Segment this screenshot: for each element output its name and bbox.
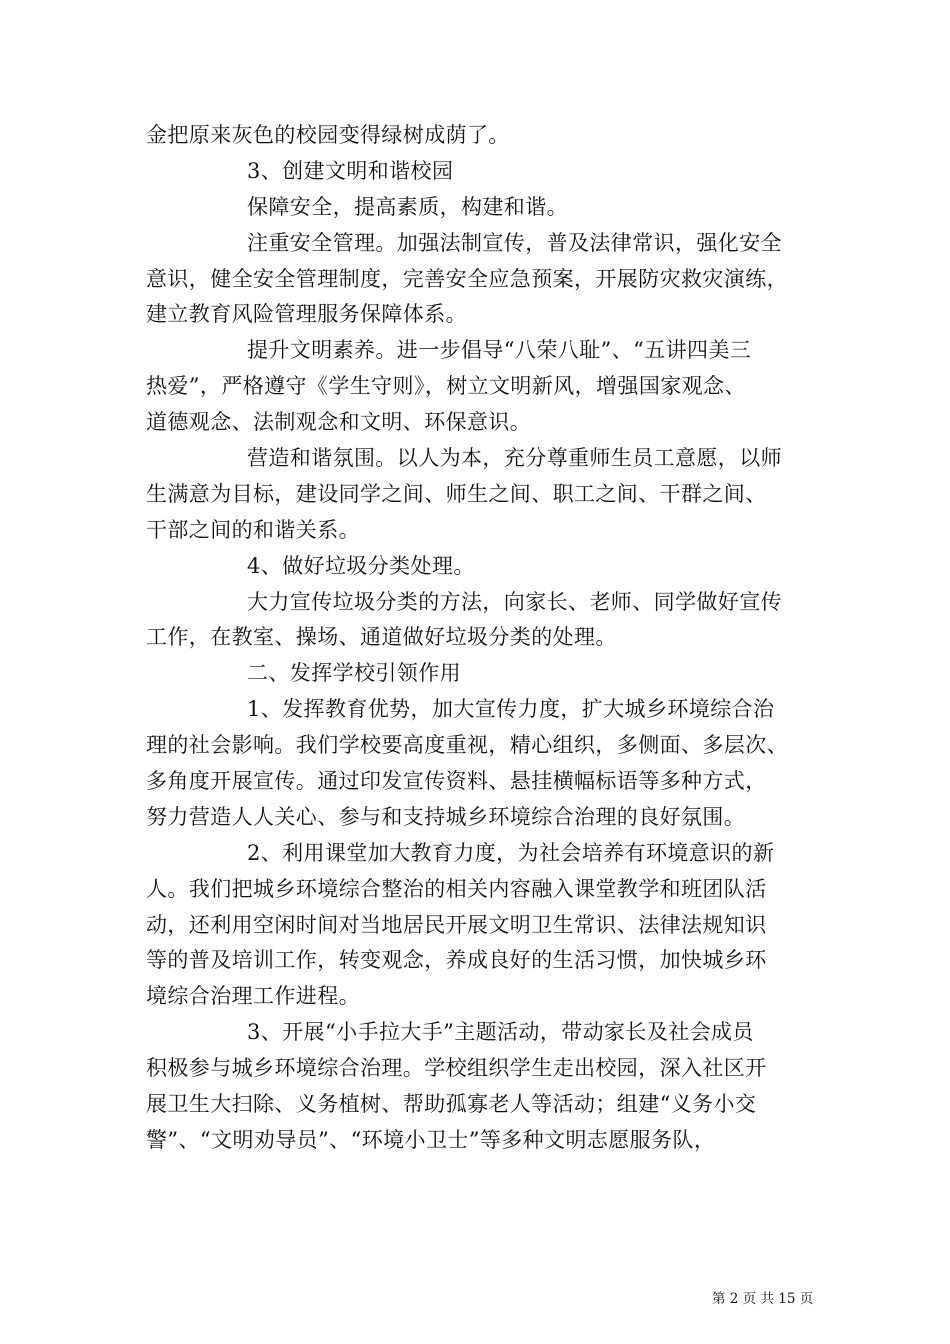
text-line: 动，还利用空闲时间对当地居民开展文明卫生常识、法律法规知识 [146,912,767,937]
text-line: 保障安全，提高素质，构建和谐。 [247,194,568,219]
text-line: 等的普及培训工作，转变观念，养成良好的生活习惯，加快城乡环 [146,948,767,973]
text-line: 4、做好垃圾分类处理。 [247,553,475,578]
text-line: 3、创建文明和谐校园 [247,158,454,183]
text-line: 大力宣传垃圾分类的方法，向家长、老师、同学做好宣传 [247,589,782,614]
text-line: 道德观念、法制观念和文明、环保意识。 [146,410,532,435]
page-number: 第 2 页 共 15 页 [712,1291,814,1307]
text-line: 二、发挥学校引领作用 [247,661,461,686]
text-line: 建立教育风险管理服务保障体系。 [146,302,467,327]
text-line: 展卫生大扫除、义务植树、帮助孤寡老人等活动；组建“义务小交 [146,1092,757,1117]
text-line: 工作，在教室、操场、通道做好垃圾分类的处理。 [146,625,617,650]
text-line: 注重安全管理。加强法制宣传，普及法律常识，强化安全 [247,230,782,255]
text-line: 1、发挥教育优势，加大宣传力度，扩大城乡环境综合治 [247,697,775,722]
text-line: 积极参与城乡环境综合治理。学校组织学生走出校园，深入社区开 [146,1056,767,1081]
text-line: 金把原来灰色的校园变得绿树成荫了。 [146,123,510,147]
text-line: 热爱”，严格遵守《学生守则》，树立文明新风，增强国家观念、 [146,374,746,399]
body-text [146,118,826,1159]
text-line: 人。我们把城乡环境综合整治的相关内容融入课堂教学和班团队活 [146,876,767,901]
text-line: 意识，健全安全管理制度，完善安全应急预案，开展防灾救灾演练， [146,266,788,291]
text-line: 干部之间的和谐关系。 [146,517,360,542]
text-line: 营造和谐氛围。以人为本，充分尊重师生员工意愿，以师 [247,446,782,471]
text-line: 多角度开展宣传。通过印发宣传资料、悬挂横幅标语等多种方式， [146,769,767,794]
text-line: 生满意为目标，建设同学之间、师生之间、职工之间、干群之间、 [146,481,767,506]
text-line: 理的社会影响。我们学校要高度重视，精心组织，多侧面、多层次、 [146,733,788,758]
text-line: 3、开展“小手拉大手”主题活动，带动家长及社会成员 [247,1020,754,1045]
text-line: 努力营造人人关心、参与和支持城乡环境综合治理的良好氛围。 [146,804,746,829]
text-line: 境综合治理工作进程。 [146,984,360,1009]
text-line: 2、利用课堂加大教育力度，为社会培养有环境意识的新 [247,840,775,865]
text-line: 提升文明素养。进一步倡导“八荣八耻”、“五讲四美三 [247,338,752,363]
text-line: 警”、“文明劝导员”、“环境小卫士”等多种文明志愿服务队， [146,1127,716,1152]
